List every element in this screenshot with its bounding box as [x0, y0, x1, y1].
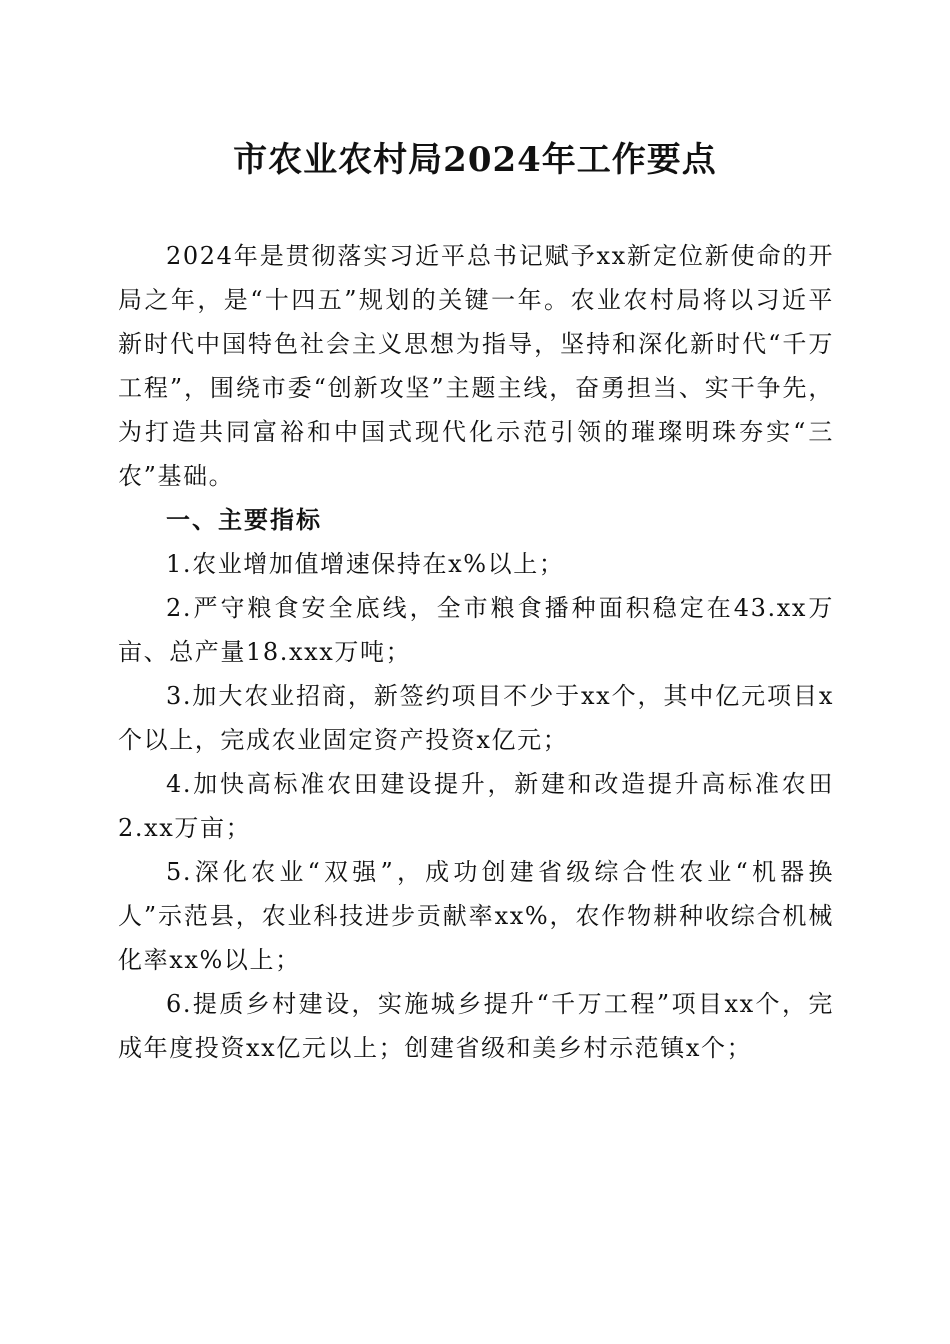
indicator-item-6: 6.提质乡村建设，实施城乡提升“千万工程”项目xx个，完成年度投资xx亿元以上；创建省级和美乡村示范镇x个； [118, 990, 834, 1062]
document-title: 市农业农村局2024年工作要点 [233, 140, 717, 180]
indicator-item-4: 4.加快高标准农田建设提升，新建和改造提升高标准农田2.xx万亩； [118, 770, 834, 842]
document-body [118, 234, 834, 1070]
indicator-item-1: 1.农业增加值增速保持在x%以上； [166, 550, 565, 578]
indicator-item-5: 5.深化农业“双强”，成功创建省级综合性农业“机器换人”示范县，农业科技进步贡献率xx%，农作物耕种收综合机械化率xx%以上； [118, 858, 834, 974]
indicator-item-3: 3.加大农业招商，新签约项目不少于xx个，其中亿元项目x个以上，完成农业固定资产投资x亿元； [118, 682, 834, 754]
section-heading: 一、主要指标 [166, 506, 322, 534]
intro-paragraph: 2024年是贯彻落实习近平总书记赋予xx新定位新使命的开局之年，是“十四五”规划的关键一年。农业农村局将以习近平新时代中国特色社会主义思想为指导，坚持和深化新时代“千万工程”，围绕市委“创新攻坚”主题主线，奋勇担当、实干争先，为打造共同富裕和中国式现代化示范引领的璀璨明珠夯实“三农”基础。 [118, 242, 834, 490]
indicator-item-2: 2.严守粮食安全底线，全市粮食播种面积稳定在43.xx万亩、总产量18.xxx万吨； [118, 594, 834, 666]
